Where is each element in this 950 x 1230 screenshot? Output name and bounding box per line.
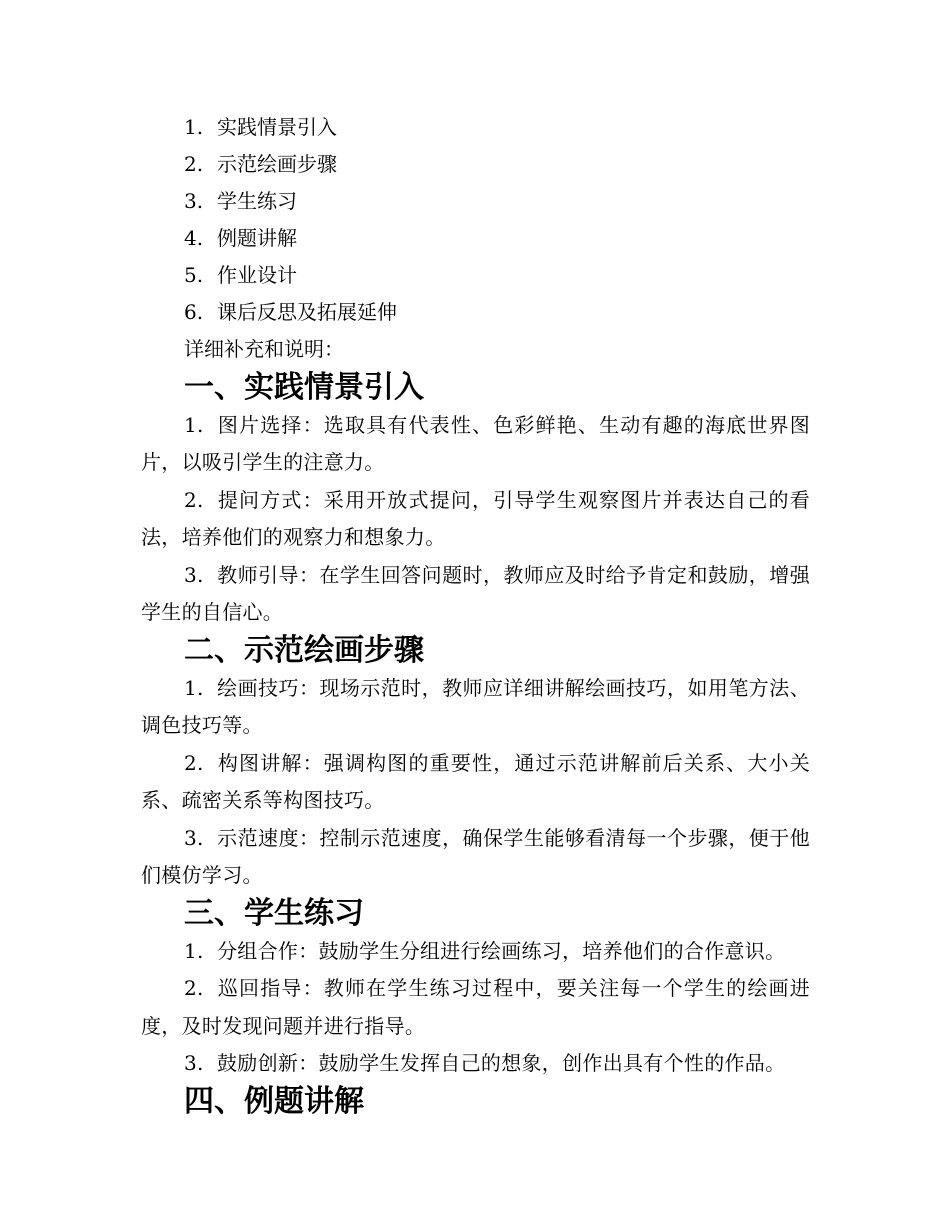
item-text: 示范绘画步骤 xyxy=(217,152,337,176)
item-number: 1. xyxy=(184,115,204,139)
outline-item xyxy=(141,146,810,183)
item-number: 6. xyxy=(184,300,204,324)
paragraph xyxy=(141,482,810,557)
item-number: 3. xyxy=(184,562,204,587)
paragraph-text: 巡回指导：教师在学生练习过程中，要关注每一个学生的绘画进度，及时发现问题并进行指导。 xyxy=(141,976,810,1038)
outline-item xyxy=(141,294,810,331)
paragraph-text: 鼓励创新：鼓励学生发挥自己的想象，创作出具有个性的作品。 xyxy=(217,1051,786,1075)
paragraph xyxy=(141,820,810,895)
item-text: 学生练习 xyxy=(217,189,297,213)
item-text: 实践情景引入 xyxy=(217,115,337,139)
item-number: 3. xyxy=(184,189,204,213)
outline-item xyxy=(141,257,810,294)
item-number: 1. xyxy=(184,412,204,437)
item-number: 1. xyxy=(184,938,204,963)
paragraph xyxy=(141,1045,810,1083)
paragraph-text: 构图讲解：强调构图的重要性，通过示范讲解前后关系、大小关系、疏密关系等构图技巧。 xyxy=(141,750,810,812)
item-number: 3. xyxy=(184,1051,204,1075)
item-text: 作业设计 xyxy=(217,263,297,287)
paragraph xyxy=(141,670,810,745)
paragraph xyxy=(141,745,810,820)
paragraph xyxy=(141,933,810,971)
item-number: 4. xyxy=(184,226,204,250)
outline-item xyxy=(141,109,810,146)
item-number: 3. xyxy=(184,825,204,850)
item-number: 2. xyxy=(184,152,204,176)
item-text: 课后反思及拓展延伸 xyxy=(217,300,397,324)
paragraph-text: 图片选择：选取具有代表性、色彩鲜艳、生动有趣的海底世界图片，以吸引学生的注意力。 xyxy=(141,412,810,474)
intro-text: 详细补充和说明： xyxy=(184,337,344,361)
outline-item xyxy=(141,183,810,220)
paragraph xyxy=(141,557,810,632)
paragraph-text: 绘画技巧：现场示范时，教师应详细讲解绘画技巧，如用笔方法、调色技巧等。 xyxy=(141,675,810,737)
paragraph-text: 教师引导：在学生回答问题时，教师应及时给予肯定和鼓励，增强学生的自信心。 xyxy=(141,562,810,624)
item-number: 2. xyxy=(184,750,204,775)
outline-item xyxy=(141,220,810,257)
item-text: 例题讲解 xyxy=(217,226,297,250)
section-heading: 一、实践情景引入 xyxy=(184,369,424,405)
outline-list xyxy=(141,109,810,331)
section-heading: 三、学生练习 xyxy=(184,895,364,931)
item-number: 2. xyxy=(184,487,204,512)
paragraph-text: 分组合作：鼓励学生分组进行绘画练习，培养他们的合作意识。 xyxy=(217,938,786,963)
paragraph-text: 示范速度：控制示范速度，确保学生能够看清每一个步骤，便于他们模仿学习。 xyxy=(141,825,810,887)
paragraph xyxy=(141,970,810,1045)
section-heading: 二、示范绘画步骤 xyxy=(184,632,424,668)
item-number: 5. xyxy=(184,263,204,287)
item-number: 1. xyxy=(184,675,204,700)
section-heading: 四、例题讲解 xyxy=(184,1083,364,1119)
item-number: 2. xyxy=(184,976,204,1000)
paragraph-text: 提问方式：采用开放式提问，引导学生观察图片并表达自己的看法，培养他们的观察力和想象力。 xyxy=(141,487,810,549)
paragraph xyxy=(141,407,810,482)
